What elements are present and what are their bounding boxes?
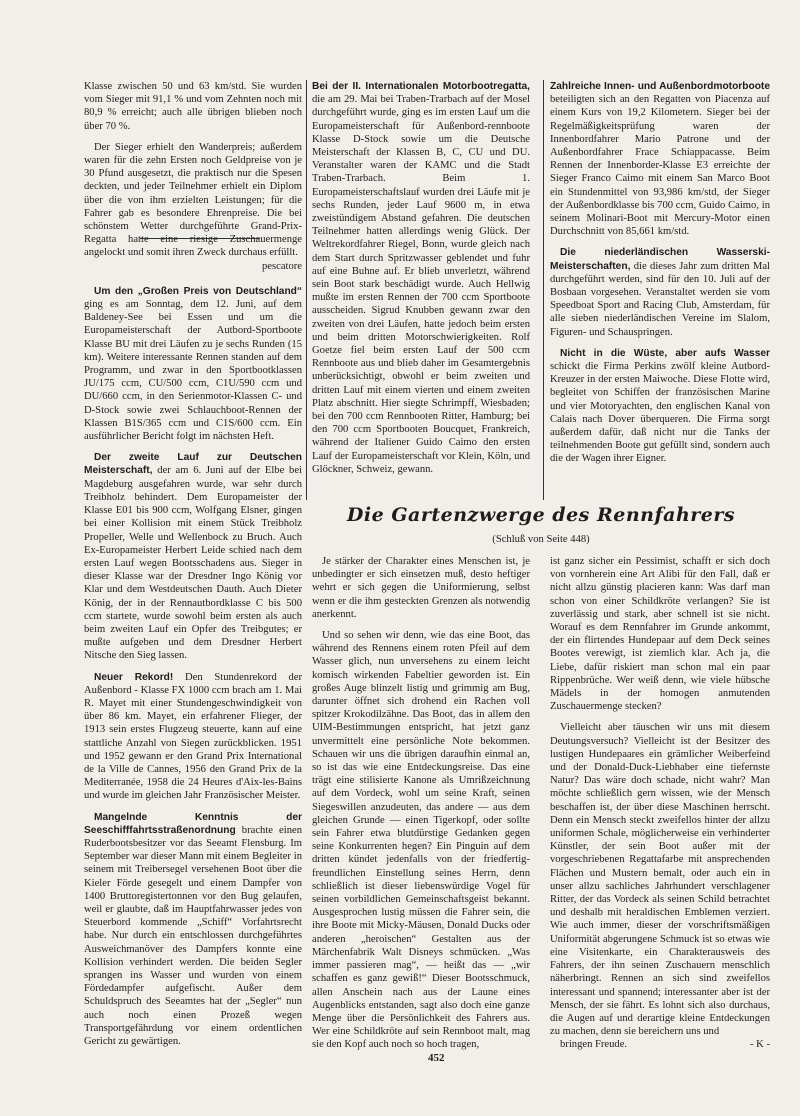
page-number: 452 [428, 1052, 445, 1064]
paragraph-text: Vielleicht aber täuschen wir uns mit diesem Deutungsversuch? Vielleicht ist der Besitzer des lustigen Hundepaares ein grämlicher Weiberfeind und der Donald-Duck-Liebhaber eine tiefernste Natur? Das wäre doch schade, nicht wahr? Man möchte schließlich gern wissen, wie der Mensch beschaffen ist, der über diese Maschinen herrscht. Denn ein Mensch steckt zweifellos hinter der allzu uniformen Schale, möglicherweise ein verhinderter Künstler, der sein Boot außer mit der vorgeschriebenen Regattafarbe mit ansprechenden Flächen und Mustern bemalt, oder auch ein in unser allzu sachliches Jahrhundert verschlagener Ritter, der das Vordeck als seinen Schild betrachtet und deshalb mit heraldischen Emblemen verziert. Wie auch immer, dieser der vorschriftsmäßigen Uniformität abgerungene Schmuck ist so etwas wie eine Visitenkarte, ein Charakterausweis des Fahrers, der ihn seinen Zuschauern menschlich näherbringt. Rennen an sich sind zweifellos interessant und spannend; interessanter aber ist der Mensch, der sie fährt. Es lohnt sich also durchaus, die Augen auf und derartige kleine Entdeckungen zu machen, denn sie bereichern uns und [550, 722, 770, 1038]
paragraph: Und so sehen wir denn, wie das eine Boot, das während des Rennens einem roten Pfeil auf dem Wasser glich, nun unversehens zu einem leicht komisch wirkenden Fabeltier geworden ist. Ein großes Auge blinzelt listig und grimmig am Bug, darunter öffnet sich drohend ein Rachen voll spitzer Krokodilzähne. Das Boot, das in allem den UIM-Bestimmungen entspricht, hat jetzt ganz unvermittelt eine persönliche Note bekommen. Schauen wir uns die übrigen daraufhin einmal an, so ist das wie eine Entdeckungsreise. Das eine trägt eine stilisierte Kanone als Umrißzeichnung auf dem Vordeck, wohl um seine Kraft, seinen Siegeswillen anzudeuten, das andere — aus dem gleichen Grunde — einen Tigerkopf, oder sollte sein Fahrer etwa blutdürstige Gedanken gegen seine Konkurrenten hegen? Ein Pinguin auf dem dritten kündet jedenfalls von der friedfertig-freundlichen Einstellung seines Herrn, denn schließlich ist dieser liebenswürdige Vogel für seinen vorbildlichen Gemeinschaftsgeist bekannt. Ausgesprochen lustig müssen die Fahrer sein, die ihre Boote mit Micky-Mäusen, Donald Ducks oder anderen „heroischen“ Gestalten aus der Märchenfabrik Walt Disneys schmücken. „Was immer passieren mag“, — heißt das — „wir schaffen es ganz gewiß!“ Dieser Bootsschmuck, allen Anschein nach aus der Laune eines Augenblicks entstanden, sagt also doch eine ganze Menge über die Persönlichkeit des Fahrers aus. Wer eine Schildkröte auf sein Rennboot malt, mag sie den Kopf auch noch so hoch tragen, [312, 630, 530, 1051]
news-text: die dieses Jahr zum dritten Mal durchgeführt werden, sind für den 10. Juli auf der Bosbaan vorgesehen. Veranstaltet werden sie vom Speedboat Sport and Racing Club, Amsterdam, für alle sieben niederländischen Vereine im Slalom, Figuren- und Schauspringen. [550, 260, 770, 338]
news-item [84, 285, 302, 443]
paragraph [84, 141, 302, 273]
news-item [550, 80, 770, 238]
column-divider [306, 80, 307, 500]
closing-line [550, 1038, 770, 1051]
news-item [84, 671, 302, 803]
article-column-left [312, 555, 530, 1060]
news-text: die am 29. Mai bei Traben-Trarbach auf der Mosel durchgeführt wurde, ging es im ersten Lauf um die Europameisterschaft für Außenbord-rennboote Klasse D-Stock sowie um die Deutsche Meisterschaft der Klassen B, C, CU und DU. Veranstalter waren der KAMC und die Stadt Traben-Trarbach. Beim 1. Europameisterschaftslauf wurden drei Läufe mit je sechs Runden, jeder Lauf 9600 m, in etwa zweistündigem Abstand gefahren. Die deutschen Teilnehmer hatten allerdings wenig Glück. Der Weltrekordfahrer Riegel, Bonn, wurde gleich nach dem Start durch Spritzwasser geblendet und fuhr auf eine Buhne auf. Er blieb unverletzt, während sein Boot stark beschädigt wurde. Auch Hellwig mußte im ersten Rennen der 700 ccm Sportboote ausscheiden. Sigrud Knubben gewann zwar den zweiten von drei Läufen, hatte jedoch beim ersten und beim dritten Motorschwierigkeiten. Rolf Goetze fiel beim ersten Lauf der 500 ccm Rennboote aus und blieb daher im Gesamtergebnis unberücksichtigt, obwohl er beim zweiten und dritten Lauf mit einem vierten und einem zweiten Platz abschnitt. Hier siegte Schrimpff, Wiesbaden; bei den 700 ccm Rennbooten Ritter, Hamburg; bei den 700 ccm Sportbooten Boucquet, Frankreich, während der Italiener Guido Caimo den ersten Lauf der Europameisterschaft vor Klein, Köln, und Glöckner, Schweiz, gewann. [312, 94, 530, 475]
news-text: brachte einen Ruderbootsbesitzer vor das Seeamt Flensburg. Im September war dieser Mann mit einem Begleiter in seinem mit Treibersegel versehenen Boot über die Kieler Förde gesegelt und einem Dampfer von 1400 Bruttoregistertonnen vor den Bug gelaufen, weil er glaubte, daß im Hauptfahrwasser jedes von Steuerbord kommende „Schiff“ Vorfahrtsrecht habe. Nur durch ein entschlossen durchgeführtes Ausweichmanöver des Dampfers konnte eine Kollision verhindert werden. Die beiden Segler sprangen ins Wasser und wurden von einem Fördedampfer aufgefischt. Außer dem Schuldspruch des Seeamtes hat der „Segler“ nun auch noch einen Prozeß wegen Transportgefährdung vor einem ordentlichen Gericht zu gewärtigen. [84, 824, 302, 1048]
news-headline: Der zweite Lauf zur Deutschen Meisterschaft, [84, 452, 302, 477]
news-item [550, 246, 770, 338]
news-text: der am 6. Juni auf der Elbe bei Magdeburg ausgefahren wurde, war sehr durch Treibholz behindert. Dem Europameister der Klasse E01 bis 900 ccm, Wolfgang Elsner, gingen bei einer Kollision mit einem Stück Treibholz Propeller, Welle und Wellenbock zu Bruch. Auch Ex-Europameister Herbert Leide schied nach dem ersten Lauf wegen Bootsschadens aus. Sieger in dieser Klasse war der Dresdner Ingo König vor Klar und dem Westdeutschen Dauth. Auch Dieter König, der in der Rennautbordklasse C bis 500 ccm startete, wurde sowohl beim ersten als auch beim zweiten Lauf ein Opfer des Treibgutes; er mußte aufgeben und dem Dresdner Herbert Nitsche den Sieg lassen. [84, 465, 302, 662]
news-item [550, 347, 770, 466]
news-headline: Nicht in die Wüste, aber aufs Wasser [560, 347, 770, 359]
news-item [312, 80, 530, 476]
news-headline: Bei der II. Internationalen Motorbootregatta, [312, 81, 530, 92]
paragraph-text: Der Sieger erhielt den Wanderpreis; außerdem waren für die zehn Ersten noch Geldpreise von je 30 Pfund ausgesetzt, die praktisch nur die Spesen deckten, und jeder Teilnehmer erhielt ein Diplom über die von ihm erzielten Leistungen; für die Fahrer gab es besondere Ehrenpreise. Die bei schönstem Wetter durchgeführte Grand-Prix-Regatta hatte eine riesige Zuschauermenge angelockt und somit ihren Zweck durchaus erfüllt. [84, 141, 302, 259]
news-headline: Neuer Rekord! [94, 671, 174, 683]
news-item [84, 811, 302, 1049]
news-item [84, 451, 302, 662]
news-text: beteiligten sich an den Regatten von Piacenza auf einem Kurs von 19,2 Kilometern. Sieger bei der Regelmäßigkeitsprüfung waren der Innenbordfahrer Mario Patrone und der Außenbordfahrer Frace Schiappacasse. Beim Rennen der Innenborder-Klasse E3 erreichte der Sieger Franco Caimo mit einem San Marco Boot ein Stundenmittel von 93,986 km/std, der Sieger der Außenbordklasse bis 700 ccm, Guido Caimo, in seinem Molinari-Boot mit Mercury-Motor einen Durchschnitt von 85,661 km/std. [550, 94, 770, 238]
news-headline: Zahlreiche Innen- und Außenbordmotorboote [550, 81, 770, 92]
closing-text: bringen Freude. [560, 1039, 628, 1051]
paragraph: Je stärker der Charakter eines Menschen ist, je unbedingter er sich einsetzen muß, desto heftiger wehrt er sich gegen die Uniformierung, selbst wenn er die ihm gesteckten Grenzen als notwendig anerkennt. [312, 556, 530, 620]
news-text: schickt die Firma Perkins zwölf kleine Autbord-Kreuzer in der ersten Maiwoche. Diese Flotte wird, begleitet von Schiffen der französischen Marine und vier Motoryachten, den englischen Kanal von Calais nach Dover überqueren. Die Firma sorgt außerdem dafür, daß nicht nur die Tanks der teilnehmenden Boote gut gefüllt sind, sondern auch die der Wagen ihrer Eigner. [550, 361, 770, 465]
column-middle [312, 80, 530, 484]
article-column-right [550, 555, 770, 1060]
news-headline: Um den „Großen Preis von Deutschland“ [94, 285, 302, 297]
paragraph [550, 721, 770, 1051]
news-headline: Mangelnde Kenntnis der Seeschifffahrtsstraßenordnung [84, 811, 302, 836]
news-text: ging es am Sonntag, dem 12. Juni, auf dem Baldeney-See bei Essen und um die Europameisterschaft der Autbord-Sportboote Klasse BU mit drei Läufen zu je sechs Runden (15 km). Weitere interessante Rennen standen auf dem Programm, und zwar in den Sportbootklassen JU/175 ccm, CU/500 ccm, C1U/590 ccm und DU/660 ccm, in den Serienmotor-Klassen C- und D-Stock sowie zwei Schlauchboot-Rennen der Klassen B1S/365 ccm und C1S/600 ccm. Ein ausführlicher Bericht folgt im nächsten Heft. [84, 299, 302, 443]
column-left [84, 80, 302, 1056]
news-text: Den Stundenrekord der Außenbord - Klasse FX 1000 ccm brach am 1. Mai R. Mayet mit einer Stundengeschwindigkeit von über 86 km. Mayet, ein erfahrener Flieger, der 1913 sein erstes Flugzeug steuerte, kann auf eine stattliche Anzahl von Siegen zurückblicken. 1951 und 1952 gewann er den Grand Prix International de la Ville de Cannes, 1956 den Grand Prix de la Mediterranée, 1958 die 24 Heures d'Aix-les-Bains und wurde im gleichen Jahr Französischer Meister. [84, 671, 302, 802]
author-signature: pescatore [262, 260, 302, 272]
column-right [550, 80, 770, 474]
author-signature: - K - [749, 1039, 770, 1051]
paragraph: ist ganz sicher ein Pessimist, schafft er sich doch von vornherein eine Art Alibi für den Fall, daß er nicht allzu günstig placieren kann: Was darf man schon von einer Schildkröte verlangen? Sie ist zuverlässig und stark, aber schnell ist sie nicht. Worauf es dem Rennfahrer im Grunde ankommt, der ein flirtendes Hundepaar auf dem Deck seines Bootes verewigt, ist ziemlich klar. Ach ja, die Liebe, dafür riskiert man schon mal ein paar Rippenbrüche. Wer weiß denn, wie viele hübsche Mädels in der homogen anmutenden Zuschauermenge stecken? [550, 556, 770, 713]
column-divider [543, 80, 544, 500]
article-subtitle: (Schluß von Seite 448) [492, 534, 590, 545]
section-divider [140, 238, 260, 239]
paragraph: Klasse zwischen 50 und 63 km/std. Sie wurden vom Sieger mit 91,1 % und vom Zehnten noch mit 80,9 % erreicht; auch alle übrigen blieben noch über 70 %. [84, 81, 302, 132]
article-title: Die Gartenzwerge des Rennfahrers [346, 504, 736, 526]
news-headline: Die niederländischen Wasserski-Meisterschaften, [550, 247, 770, 272]
